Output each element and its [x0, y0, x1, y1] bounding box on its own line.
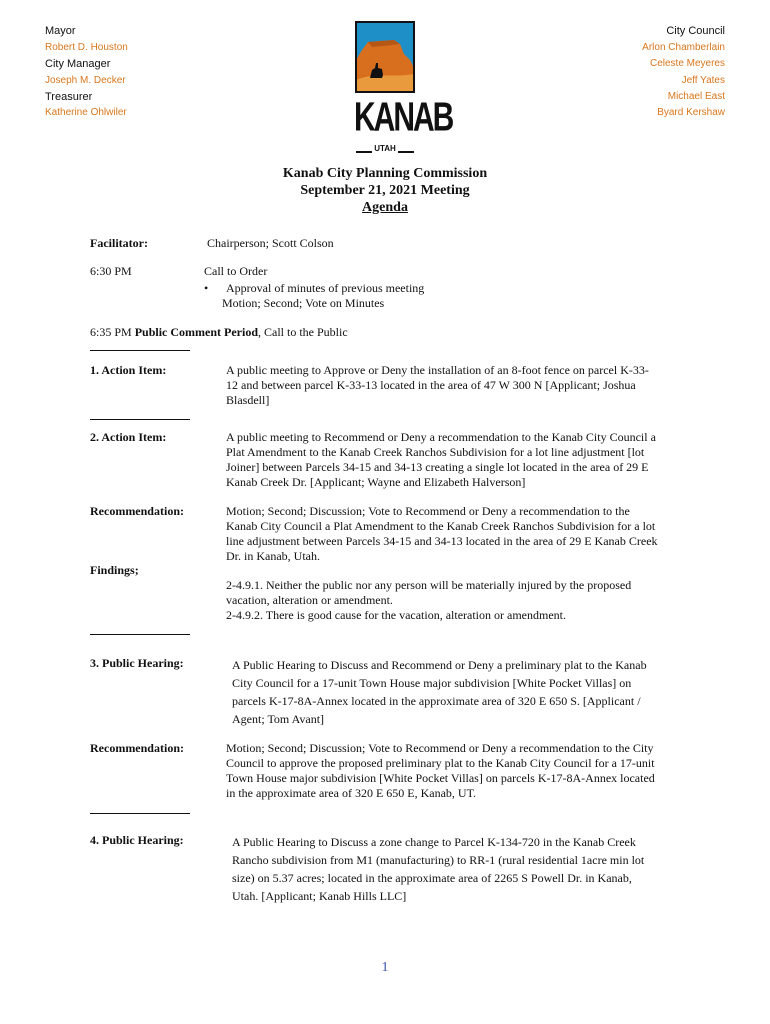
facilitator-value: Chairperson; Scott Colson: [207, 236, 334, 250]
item3-recommendation-label: Recommendation:: [90, 741, 184, 755]
item1-description: [226, 363, 649, 408]
item2-label: 2. Action Item:: [90, 430, 167, 444]
minutes-approval: Approval of minutes of previous meeting: [226, 281, 425, 295]
treasurer-name: Katherine Ohlwiler: [45, 107, 127, 118]
item3-rec-line: Town House major subdivision [White Pocket Villas] on parcels K-17-8A-Annex located: [226, 771, 655, 785]
mayor-name: Robert D. Houston: [45, 42, 128, 53]
item3-rec-line: in the approximate area of 320 E 650 E, Kanab, UT.: [226, 786, 477, 800]
item3-line: A Public Hearing to Discuss and Recommend or Deny a preliminary plat to the Kanab: [232, 658, 647, 672]
public-comment-rest: , Call to the Public: [258, 325, 348, 339]
city-manager-title: City Manager: [45, 58, 111, 70]
separator: [90, 419, 190, 420]
minutes-motion: Motion; Second; Vote on Minutes: [222, 296, 385, 310]
separator: [90, 813, 190, 814]
item4-label: 4. Public Hearing:: [90, 833, 184, 847]
item1-line: 12 and between parcel K-33-13 located in the area of 47 W 300 N [Applicant; Joshua: [226, 378, 636, 392]
item4-line: Utah. [Applicant; Kanab Hills LLC]: [232, 889, 407, 903]
council-member: Michael East: [667, 91, 725, 102]
item2-line: Joiner] between Parcels 34-15 and 34-13 creating a single lot located in the area of 29 E: [226, 460, 649, 474]
item4-description: [232, 833, 644, 905]
item3-label: 3. Public Hearing:: [90, 656, 184, 670]
item4-line: A Public Hearing to Discuss a zone change to Parcel K-134-720 in the Kanab Creek: [232, 835, 636, 849]
item2-rec-line: Kanab City Council a Plat Amendment to the Kanab Creek Ranchos Subdivision for a lot: [226, 519, 656, 533]
council-member: Jeff Yates: [681, 75, 725, 86]
agenda-title-line2: September 21, 2021 Meeting: [300, 183, 470, 198]
call-to-order-time: 6:30 PM: [90, 264, 132, 278]
item3-rec-line: Council to approve the proposed preliminary plat to the Kanab City Council for a 17-unit: [226, 756, 655, 770]
council-title: City Council: [666, 25, 725, 37]
agenda-title-line3: Agenda: [362, 200, 408, 215]
public-comment-time: 6:35 PM: [90, 325, 132, 339]
item2-findings: [226, 578, 631, 623]
item2-rec-line: Dr. in Kanab, Utah.: [226, 549, 320, 563]
separator: [90, 634, 190, 635]
item3-description: [232, 656, 647, 728]
item2-finding-line: 2-4.9.1. Neither the public nor any person will be materially injured by the proposed: [226, 578, 632, 592]
logo-state-text: UTAH: [374, 144, 396, 153]
logo-state: [354, 144, 416, 153]
kanab-logo: [354, 20, 453, 160]
logo-wordmark: KANAB: [354, 95, 453, 140]
city-manager-name: Joseph M. Decker: [45, 75, 126, 86]
treasurer-title: Treasurer: [45, 91, 93, 103]
item2-rec-line: line adjustment between Parcels 34-15 and 34-13 located in the area of 29 E Kanab Creek: [226, 534, 658, 548]
item3-line: Agent; Tom Avant]: [232, 712, 325, 726]
public-comment: [90, 325, 348, 340]
council-member: Byard Kershaw: [657, 107, 725, 118]
item2-findings-label: Findings;: [90, 563, 139, 577]
item3-line: City Council for a 17-unit Town House major subdivision [White Pocket Villas] on: [232, 676, 632, 690]
item3-line: parcels K-17-8A-Annex located in the approximate area of 320 E 650 S. [Applicant /: [232, 694, 641, 708]
item4-line: size) on 5.37 acres; located in the approximate area of 2265 S Powell Dr. in Kanab,: [232, 871, 632, 885]
facilitator-label: Facilitator:: [90, 236, 148, 250]
item2-recommendation: [226, 504, 658, 564]
mayor-title: Mayor: [45, 25, 76, 37]
item2-recommendation-label: Recommendation:: [90, 504, 184, 518]
item2-line: Kanab Creek Dr. [Applicant; Wayne and Elizabeth Halverson]: [226, 475, 526, 489]
item1-label: 1. Action Item:: [90, 363, 167, 377]
council-member: Arlon Chamberlain: [642, 42, 725, 53]
item2-line: A public meeting to Recommend or Deny a recommendation to the Kanab City Council a: [226, 430, 656, 444]
item2-rec-line: Motion; Second; Discussion; Vote to Recommend or Deny a recommendation to the: [226, 504, 630, 518]
bullet-icon: •: [204, 281, 209, 295]
item4-line: Rancho subdivision from M1 (manufacturing) to RR-1 (rural residential 1acre min lot: [232, 853, 645, 867]
item3-recommendation: [226, 741, 655, 801]
item1-line: A public meeting to Approve or Deny the installation of an 8-foot fence on parcel K-33-: [226, 363, 649, 377]
separator: [90, 350, 190, 351]
public-comment-title: Public Comment Period: [134, 325, 259, 339]
item2-line: Plat Amendment to the Kanab Creek Ranchos Subdivision for a lot line adjustment [lot: [226, 445, 645, 459]
council-member: Celeste Meyeres: [649, 58, 725, 69]
agenda-title-line1: Kanab City Planning Commission: [282, 166, 488, 181]
item2-finding-line: vacation, alteration or amendment.: [226, 593, 393, 607]
item2-description: [226, 430, 656, 490]
item2-finding-line: 2-4.9.2. There is good cause for the vacation, alteration or amendment.: [226, 608, 566, 622]
item1-line: Blasdell]: [226, 393, 270, 407]
item3-rec-line: Motion; Second; Discussion; Vote to Recommend or Deny a recommendation to the City: [226, 741, 654, 755]
page-number: 1: [381, 960, 389, 975]
call-to-order-title: Call to Order: [204, 264, 268, 278]
